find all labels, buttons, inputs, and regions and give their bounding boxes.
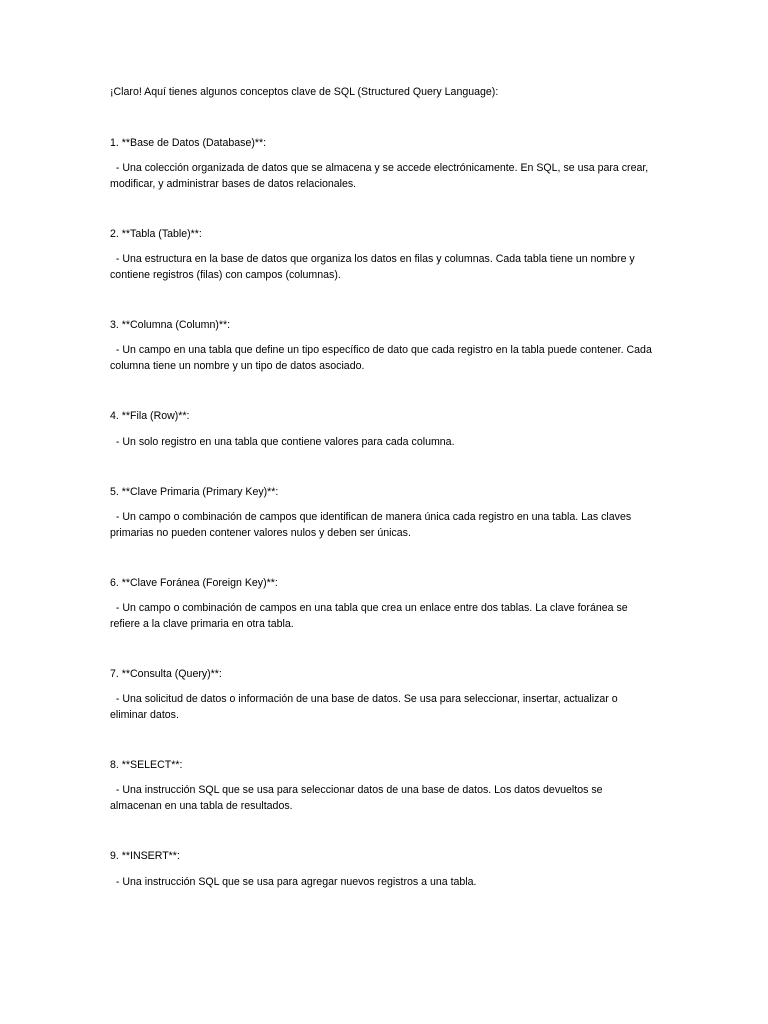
item-body-select: - Una instrucción SQL que se usa para seleccionar datos de una base de datos. Los datos devueltos se almacenan en una tabla de resultados. [110,784,606,812]
item-heading-select: 8. **SELECT**: [110,759,183,771]
item-body-column: - Un campo en una tabla que define un tipo específico de dato que cada registro en la tabla puede contener. Cada columna tiene un nombre y un tipo de datos asociado. [110,344,655,372]
item-heading-query: 7. **Consulta (Query)**: [110,668,222,680]
item-heading-row: 4. **Fila (Row)**: [110,410,190,422]
item-heading-primary-key: 5. **Clave Primaria (Primary Key)**: [110,486,279,498]
item-heading-foreign-key: 6. **Clave Foránea (Foreign Key)**: [110,577,278,589]
item-body-insert: - Una instrucción SQL que se usa para agregar nuevos registros a una tabla. [110,876,477,888]
intro-paragraph: ¡Claro! Aquí tienes algunos conceptos clave de SQL (Structured Query Language): [110,86,499,98]
item-body-query: - Una solicitud de datos o información de una base de datos. Se usa para seleccionar, insertar, actualizar o eliminar datos. [110,693,621,721]
item-body-foreign-key: - Un campo o combinación de campos en una tabla que crea un enlace entre dos tablas. La clave foránea se refiere a la clave primaria en otra tabla. [110,602,631,630]
item-body-primary-key: - Un campo o combinación de campos que identifican de manera única cada registro en una tabla. Las claves primarias no pueden contener valores nulos y deben ser únicas. [110,511,635,539]
item-body-database: - Una colección organizada de datos que se almacena y se accede electrónicamente. En SQL, se usa para crear, modificar, y administrar bases de datos relacionales. [110,162,652,190]
item-heading-table: 2. **Tabla (Table)**: [110,228,202,240]
item-heading-database: 1. **Base de Datos (Database)**: [110,137,267,149]
item-body-table: - Una estructura en la base de datos que organiza los datos en filas y columnas. Cada tabla tiene un nombre y contiene registros (filas) con campos (columnas). [110,253,638,281]
item-heading-column: 3. **Columna (Column)**: [110,319,231,331]
item-body-row: - Un solo registro en una tabla que contiene valores para cada columna. [110,436,455,448]
item-heading-insert: 9. **INSERT**: [110,850,180,862]
